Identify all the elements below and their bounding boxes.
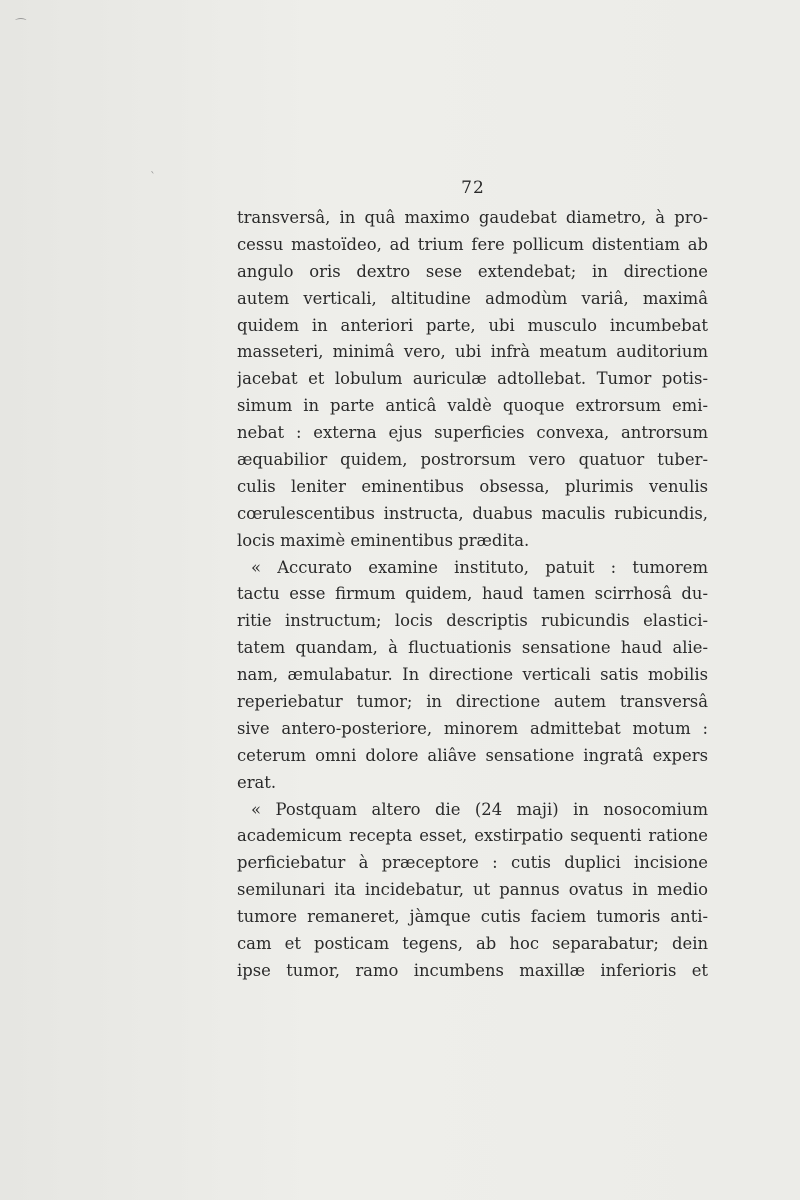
text-line: transversâ, in quâ maximo gaudebat diametro, à pro- — [237, 208, 708, 227]
text-line: erat. — [237, 772, 277, 792]
text-line: « Postquam altero die (24 maji) in nosocomium — [251, 799, 708, 819]
text-line: locis maximè eminentibus prædita. — [237, 530, 530, 550]
text-line: æquabilior quidem, postrorsum vero quatuor tuber- — [237, 450, 708, 470]
text-line: jacebat et lobulum auriculæ adtollebat. Tumor potis- — [237, 369, 708, 389]
text-line: academicum recepta esset, exstirpatio sequenti ratione — [237, 826, 708, 846]
text-line: nebat : externa ejus superficies convexa, antrorsum — [237, 423, 708, 443]
text-line: culis leniter eminentibus obsessa, plurimis venulis — [237, 476, 708, 496]
text-line: tumore remaneret, jàmque cutis faciem tumoris anti- — [237, 907, 708, 927]
text-line: cam et posticam tegens, ab hoc separabatur; dein — [237, 934, 708, 954]
text-line: ceterum omni dolore aliâve sensatione ingratâ expers — [237, 745, 708, 765]
text-line: ipse tumor, ramo incumbens maxillæ inferioris et — [237, 960, 708, 980]
paper-mark: ⁀ — [16, 18, 26, 32]
body-text — [237, 205, 708, 985]
text-line: tatem quandam, à fluctuationis sensatione haud alie- — [237, 638, 708, 658]
text-line: simum in parte anticâ valdè quoque extrorsum emi- — [237, 396, 708, 416]
text-line: autem verticali, altitudine admodùm variâ, maximâ — [237, 288, 708, 308]
text-line: « Accurato examine instituto, patuit : tumorem — [251, 557, 708, 577]
text-line: cessu mastoïdeo, ad trium fere pollicum distentiam ab — [237, 234, 708, 254]
text-line: tactu esse firmum quidem, haud tamen scirrhosâ du- — [237, 584, 708, 604]
text-line: quidem in anteriori parte, ubi musculo incumbebat — [237, 315, 708, 335]
text-line: ritie instructum; locis descriptis rubicundis elastici- — [237, 611, 708, 631]
text-line: angulo oris dextro sese extendebat; in directione — [237, 261, 708, 281]
text-line: cœrulescentibus instructa, duabus maculis rubicundis, — [237, 503, 708, 523]
text-line: reperiebatur tumor; in directione autem transversâ — [237, 692, 708, 712]
text-line: perficiebatur à præceptore : cutis duplici incisione — [237, 853, 708, 873]
text-line: semilunari ita incidebatur, ut pannus ovatus in medio — [237, 880, 708, 900]
text-line: nam, æmulabatur. In directione verticali satis mobilis — [237, 665, 708, 685]
page-number: 72 — [461, 178, 485, 198]
text-line: masseteri, minimâ vero, ubi infrà meatum auditorium — [237, 342, 708, 362]
paper-mark: ˋ — [150, 170, 156, 184]
text-line: sive antero-posteriore, minorem admittebat motum : — [237, 718, 708, 738]
